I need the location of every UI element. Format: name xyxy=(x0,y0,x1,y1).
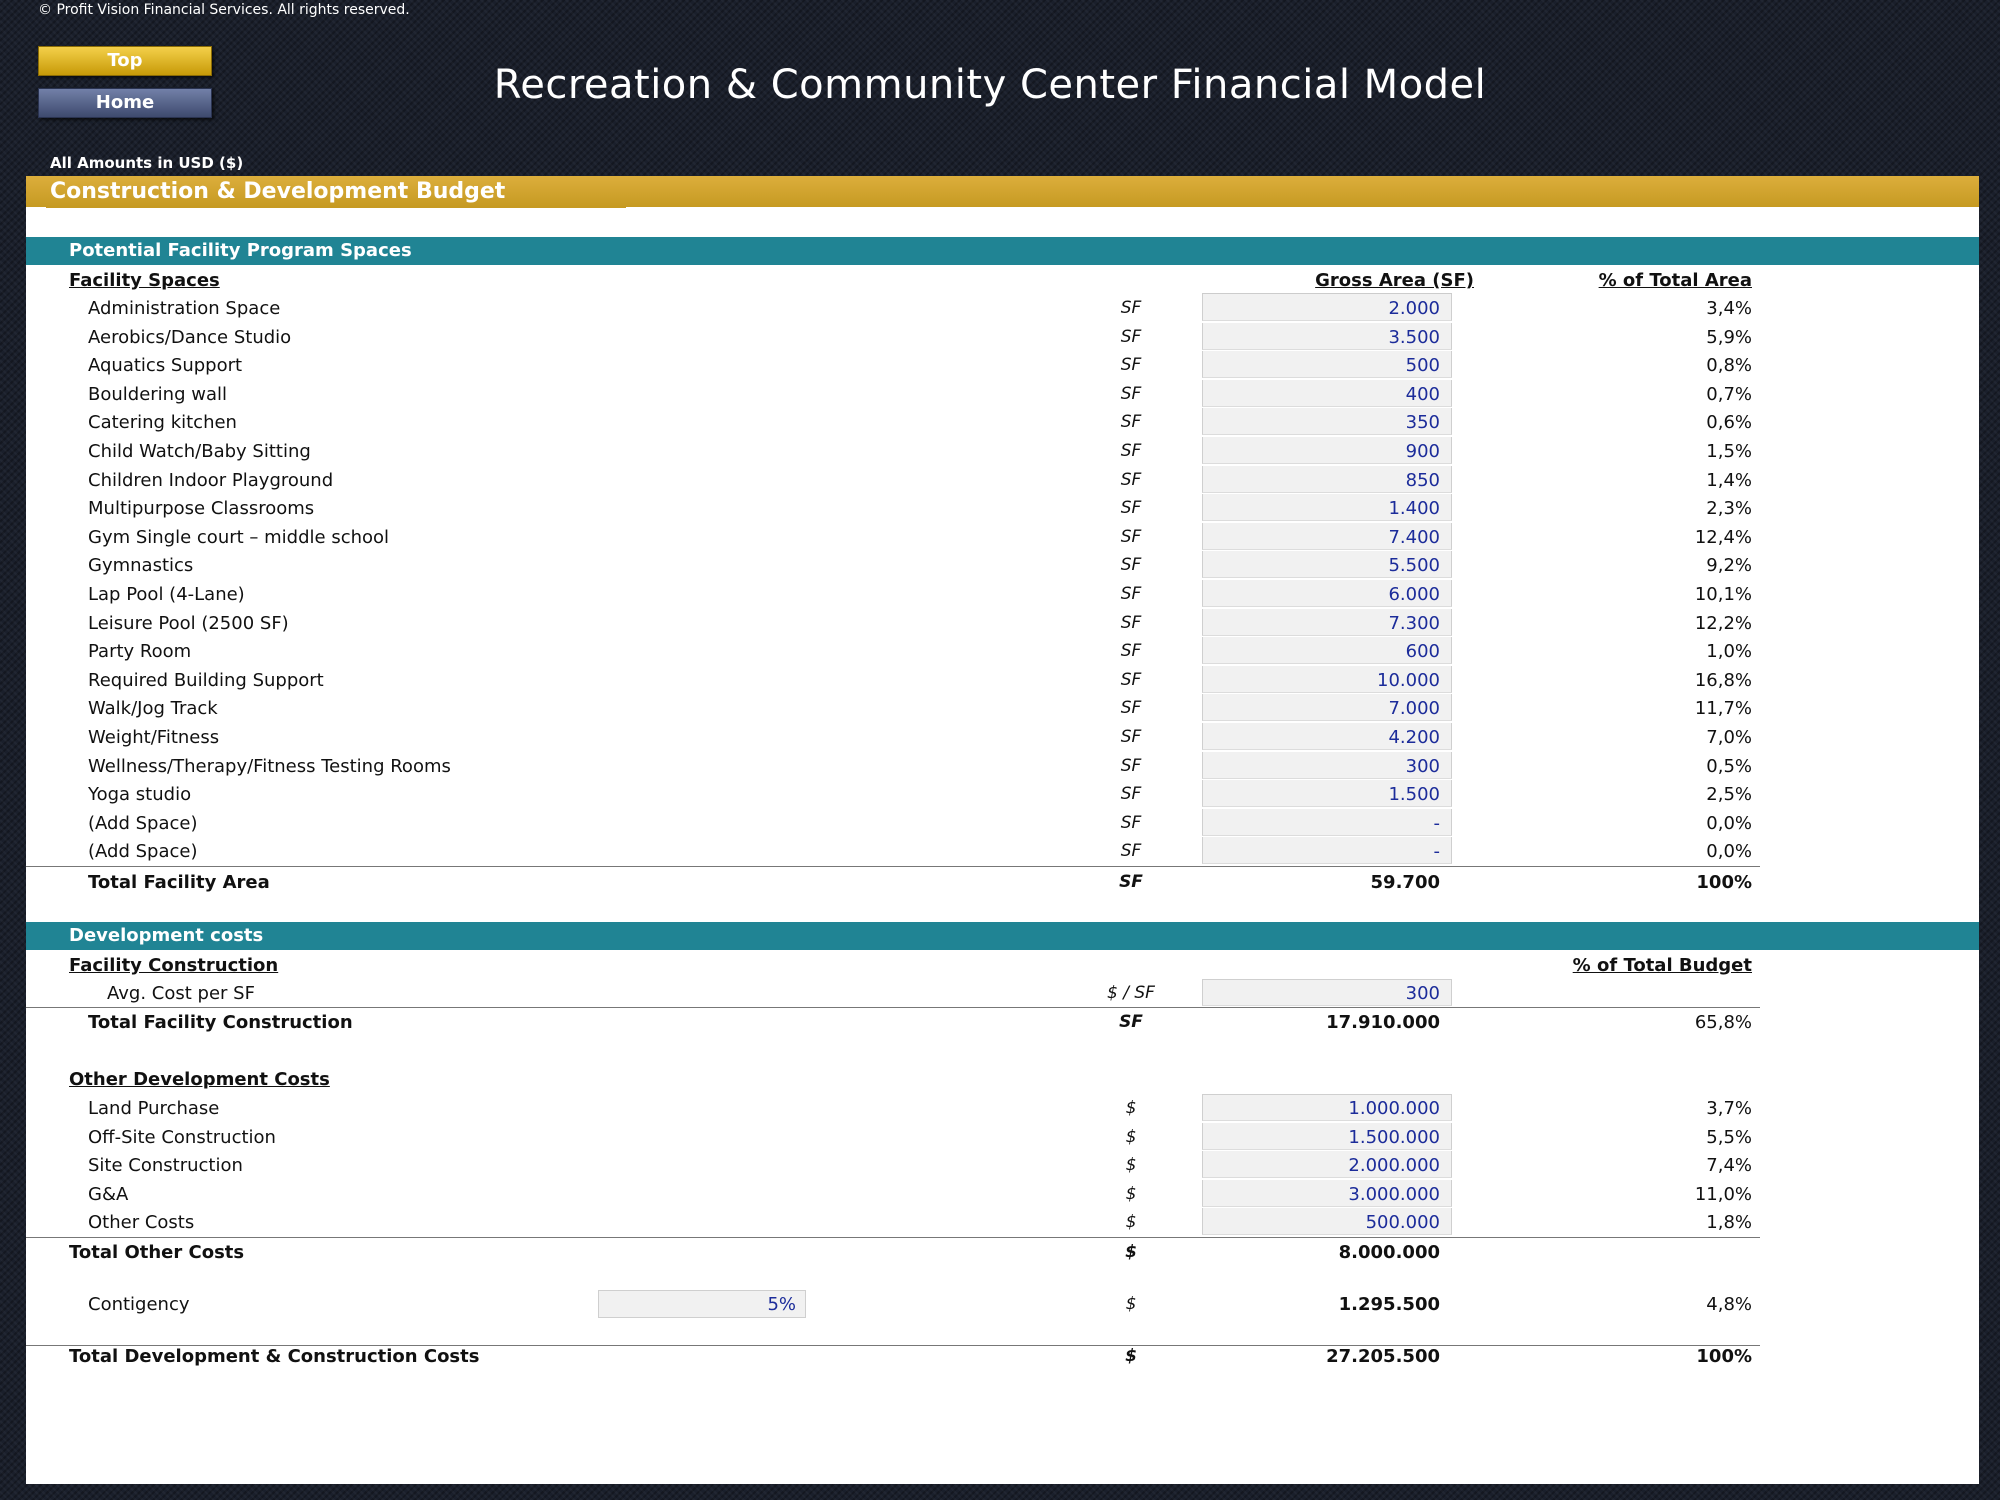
facility-space-name: Gym Single court – middle school xyxy=(88,526,390,548)
facility-space-unit: SF xyxy=(1120,669,1142,690)
facility-total-area: 59.700 xyxy=(1370,872,1440,893)
facility-row xyxy=(26,437,1979,465)
grand-total-pct: 100% xyxy=(1696,1346,1752,1367)
facility-space-name: Children Indoor Playground xyxy=(88,469,334,491)
gross-area-header: Gross Area (SF) xyxy=(1315,270,1474,291)
facility-row xyxy=(26,723,1979,751)
pct-total-area: 0,0% xyxy=(1706,841,1752,863)
gross-area-value: 600 xyxy=(1405,641,1440,663)
banner-underline xyxy=(46,206,626,208)
gross-area-value: 10.000 xyxy=(1377,669,1440,691)
pct-total-area: 5,9% xyxy=(1706,326,1752,348)
copyright-text: © Profit Vision Financial Services. All rights reserved. xyxy=(38,2,410,18)
facility-space-name: (Add Space) xyxy=(88,812,198,834)
facility-space-name: Weight/Fitness xyxy=(88,727,220,748)
facility-row xyxy=(26,294,1979,322)
construction-total-unit: SF xyxy=(1119,1012,1143,1032)
gross-area-value: 4.200 xyxy=(1388,727,1440,748)
facility-space-unit: SF xyxy=(1120,584,1142,604)
facility-space-name: Child Watch/Baby Sitting xyxy=(88,441,311,462)
pct-total-area: 1,5% xyxy=(1706,441,1752,462)
facility-space-unit: SF xyxy=(1120,555,1142,576)
facility-space-unit: SF xyxy=(1120,755,1142,776)
facility-space-unit: SF xyxy=(1120,412,1142,433)
other-cost-pct: 11,0% xyxy=(1694,1183,1752,1205)
facility-space-name: Multipurpose Classrooms xyxy=(88,498,315,520)
other-cost-unit: $ xyxy=(1125,1212,1137,1233)
construction-total-value: 17.910.000 xyxy=(1326,1012,1440,1033)
other-total-row xyxy=(26,1238,1979,1266)
other-cost-row xyxy=(26,1094,1979,1122)
facility-space-name: Gymnastics xyxy=(88,555,194,577)
contingency-row xyxy=(26,1290,1979,1318)
other-total-value: 8.000.000 xyxy=(1338,1242,1440,1263)
facility-space-name: Required Building Support xyxy=(88,669,324,691)
facility-space-name: Aquatics Support xyxy=(88,355,243,377)
avg-cost-label: Avg. Cost per SF xyxy=(107,983,255,1004)
grand-total-unit: $ xyxy=(1125,1346,1137,1366)
facility-row xyxy=(26,323,1979,351)
other-cost-pct: 3,7% xyxy=(1706,1098,1752,1119)
other-cost-name: Off-Site Construction xyxy=(88,1126,276,1148)
gross-area-value: 3.500 xyxy=(1388,326,1440,348)
gross-area-value: - xyxy=(1433,841,1440,863)
facility-space-unit: SF xyxy=(1120,441,1142,461)
facility-space-unit: SF xyxy=(1120,383,1142,404)
facility-total-line xyxy=(26,866,1760,867)
other-cost-row xyxy=(26,1123,1979,1151)
gross-area-value: 7.000 xyxy=(1388,698,1440,720)
facility-row xyxy=(26,780,1979,808)
facility-space-unit: SF xyxy=(1120,841,1142,862)
contingency-unit: $ xyxy=(1125,1294,1137,1314)
gross-area-value: 350 xyxy=(1405,412,1440,434)
facility-row xyxy=(26,466,1979,494)
facility-spaces-header: Facility Spaces xyxy=(69,270,220,291)
facility-row xyxy=(26,494,1979,522)
pct-total-area: 10,1% xyxy=(1694,584,1752,605)
other-cost-name: Site Construction xyxy=(88,1155,243,1177)
gross-area-value: 5.500 xyxy=(1388,555,1440,577)
contingency-value: 1.295.500 xyxy=(1338,1294,1440,1315)
other-cost-name: Land Purchase xyxy=(88,1098,220,1119)
gross-area-value: - xyxy=(1433,812,1440,834)
grand-total-value: 27.205.500 xyxy=(1326,1346,1440,1367)
facility-total-label: Total Facility Area xyxy=(88,872,270,893)
facility-row xyxy=(26,837,1979,865)
facility-space-unit: SF xyxy=(1120,641,1142,662)
pct-total-area: 0,6% xyxy=(1706,412,1752,434)
development-section-header xyxy=(26,922,1979,950)
other-total-label: Total Other Costs xyxy=(69,1242,245,1263)
facility-space-name: Walk/Jog Track xyxy=(88,698,218,720)
other-cost-row xyxy=(26,1180,1979,1208)
avg-cost-row xyxy=(26,979,1979,1007)
budget-banner xyxy=(26,176,1979,207)
gross-area-value: 2.000 xyxy=(1388,298,1440,319)
construction-total-pct: 65,8% xyxy=(1694,1012,1752,1033)
pct-total-area: 0,0% xyxy=(1706,812,1752,834)
other-cost-unit: $ xyxy=(1125,1126,1137,1147)
facility-row xyxy=(26,752,1979,780)
facility-space-unit: SF xyxy=(1120,526,1142,547)
facility-space-unit: SF xyxy=(1120,784,1142,805)
grand-total-row xyxy=(26,1342,1979,1370)
facility-row xyxy=(26,551,1979,579)
other-cost-row xyxy=(26,1208,1979,1236)
facility-space-name: (Add Space) xyxy=(88,841,198,863)
facility-row xyxy=(26,351,1979,379)
facility-row xyxy=(26,380,1979,408)
facility-space-unit: SF xyxy=(1120,326,1142,347)
other-cost-value: 1.500.000 xyxy=(1348,1126,1440,1148)
amounts-note: All Amounts in USD ($) xyxy=(50,154,244,172)
gross-area-value: 900 xyxy=(1405,441,1440,462)
avg-cost-unit: $ / SF xyxy=(1107,983,1155,1003)
facility-space-name: Wellness/Therapy/Fitness Testing Rooms xyxy=(88,755,451,777)
pct-budget-header: % of Total Budget xyxy=(1572,955,1752,976)
facility-space-unit: SF xyxy=(1120,698,1142,719)
gross-area-value: 1.400 xyxy=(1388,498,1440,520)
other-cost-pct: 7,4% xyxy=(1706,1155,1752,1177)
gross-area-value: 6.000 xyxy=(1388,584,1440,605)
contingency-label: Contigency xyxy=(88,1294,190,1315)
other-cost-name: G&A xyxy=(88,1183,129,1205)
pct-total-area: 2,3% xyxy=(1706,498,1752,520)
pct-total-area: 16,8% xyxy=(1694,669,1752,691)
facility-space-unit: SF xyxy=(1120,612,1142,633)
grand-total-label: Total Development & Construction Costs xyxy=(69,1346,480,1367)
facility-row xyxy=(26,666,1979,694)
gross-area-value: 300 xyxy=(1405,755,1440,777)
facility-construction-header: Facility Construction xyxy=(69,955,279,976)
other-cost-unit: $ xyxy=(1125,1098,1137,1118)
facility-row xyxy=(26,637,1979,665)
facility-row xyxy=(26,523,1979,551)
pct-total-area: 0,8% xyxy=(1706,355,1752,377)
gross-area-value: 1.500 xyxy=(1388,784,1440,806)
other-costs-header: Other Development Costs xyxy=(69,1069,330,1090)
facility-header-row xyxy=(26,266,1979,294)
home-button[interactable]: Home xyxy=(38,88,212,118)
gross-area-value: 400 xyxy=(1405,383,1440,405)
budget-title: Construction & Development Budget xyxy=(50,179,506,204)
other-total-unit: $ xyxy=(1125,1242,1137,1262)
facility-total-pct: 100% xyxy=(1696,872,1752,893)
construction-total-row xyxy=(26,1008,1979,1036)
facility-space-unit: SF xyxy=(1120,727,1142,747)
facility-row xyxy=(26,408,1979,436)
facility-space-name: Administration Space xyxy=(88,298,281,319)
other-costs-header-row xyxy=(26,1065,1979,1093)
contingency-pct: 4,8% xyxy=(1706,1294,1752,1315)
facility-section-title: Potential Facility Program Spaces xyxy=(69,240,412,261)
facility-space-name: Catering kitchen xyxy=(88,412,237,434)
facility-row xyxy=(26,609,1979,637)
facility-total-unit: SF xyxy=(1119,872,1143,892)
facility-space-unit: SF xyxy=(1120,355,1142,376)
gross-area-value: 7.400 xyxy=(1388,526,1440,548)
pct-total-area: 9,2% xyxy=(1706,555,1752,577)
other-cost-name: Other Costs xyxy=(88,1212,195,1234)
other-cost-pct: 1,8% xyxy=(1706,1212,1752,1234)
contingency-rate: 5% xyxy=(767,1294,796,1315)
page-title: Recreation & Community Center Financial Model xyxy=(493,62,1487,108)
other-cost-pct: 5,5% xyxy=(1706,1126,1752,1148)
other-cost-value: 2.000.000 xyxy=(1348,1155,1440,1177)
facility-space-name: Lap Pool (4-Lane) xyxy=(88,584,245,605)
construction-header-row xyxy=(26,951,1979,979)
pct-total-area: 11,7% xyxy=(1694,698,1752,720)
pct-total-area: 2,5% xyxy=(1706,784,1752,806)
pct-total-area: 0,7% xyxy=(1706,383,1752,405)
gross-area-value: 500 xyxy=(1405,355,1440,377)
facility-row xyxy=(26,809,1979,837)
facility-space-unit: SF xyxy=(1120,298,1142,318)
other-cost-unit: $ xyxy=(1125,1155,1137,1176)
pct-total-area: 12,2% xyxy=(1694,612,1752,634)
other-cost-value: 3.000.000 xyxy=(1348,1183,1440,1205)
pct-total-area: 1,0% xyxy=(1706,641,1752,663)
pct-total-area: 7,0% xyxy=(1706,727,1752,748)
facility-space-name: Bouldering wall xyxy=(88,383,227,405)
facility-space-name: Party Room xyxy=(88,641,192,663)
facility-space-name: Aerobics/Dance Studio xyxy=(88,326,292,348)
budget-sheet xyxy=(26,176,1979,1484)
top-button[interactable]: Top xyxy=(38,46,212,76)
pct-total-area: 1,4% xyxy=(1706,469,1752,491)
facility-space-name: Yoga studio xyxy=(88,784,192,806)
other-cost-value: 1.000.000 xyxy=(1348,1098,1440,1119)
facility-space-unit: SF xyxy=(1120,812,1142,833)
facility-row xyxy=(26,580,1979,608)
avg-cost-value: 300 xyxy=(1405,983,1440,1004)
development-section-title: Development costs xyxy=(69,925,264,946)
other-cost-value: 500.000 xyxy=(1365,1212,1440,1234)
facility-space-unit: SF xyxy=(1120,469,1142,490)
facility-space-unit: SF xyxy=(1120,498,1142,519)
gross-area-value: 850 xyxy=(1405,469,1440,491)
facility-row xyxy=(26,694,1979,722)
gross-area-value: 7.300 xyxy=(1388,612,1440,634)
facility-section-header xyxy=(26,237,1979,265)
construction-total-label: Total Facility Construction xyxy=(88,1012,353,1033)
pct-area-header: % of Total Area xyxy=(1598,270,1752,291)
other-cost-row xyxy=(26,1151,1979,1179)
facility-space-name: Leisure Pool (2500 SF) xyxy=(88,612,289,634)
other-cost-unit: $ xyxy=(1125,1183,1137,1204)
pct-total-area: 3,4% xyxy=(1706,298,1752,319)
pct-total-area: 0,5% xyxy=(1706,755,1752,777)
facility-total-row xyxy=(26,868,1979,896)
pct-total-area: 12,4% xyxy=(1694,526,1752,548)
